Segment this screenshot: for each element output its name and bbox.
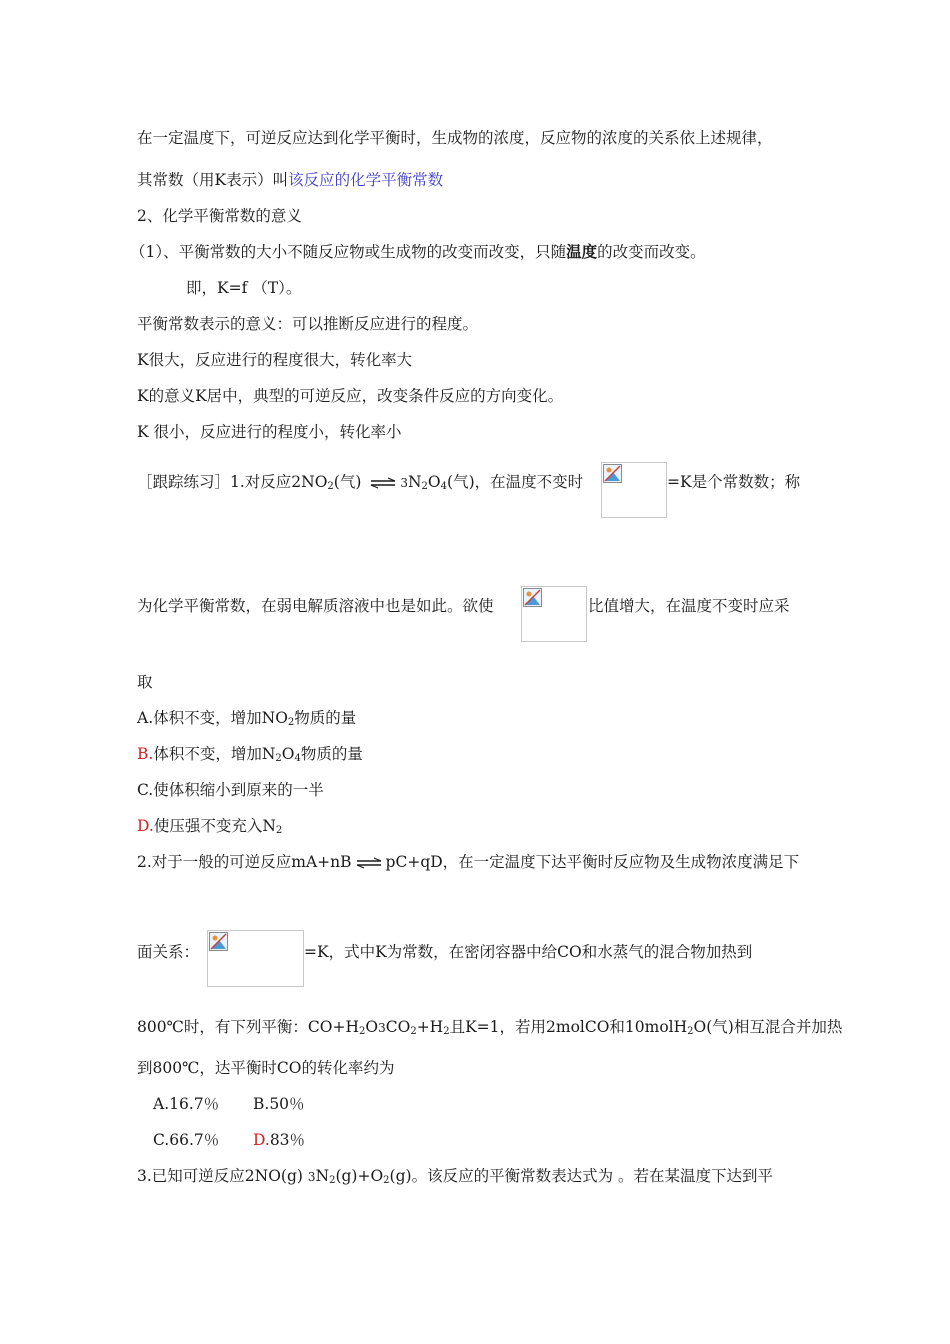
paragraph-line: 面关系：	[137, 943, 200, 961]
paragraph-line: 其常数（用K表示）叫该反应的化学平衡常数	[137, 171, 444, 189]
broken-image	[207, 930, 304, 987]
paragraph-line: （1）、平衡常数的大小不随反应物或生成物的改变而改变，只随温度的改变而改变。	[130, 242, 706, 261]
option-b: B.体积不变，增加$N_2O_4$物质的量	[137, 745, 363, 764]
broken-image-icon	[523, 588, 543, 608]
question-3-line: 3.已知可逆反应2NO(g) $3N_2(g)+O_2(g)$。该反应的平衡常数表达式为 。若在某温度下达到平	[137, 1167, 773, 1186]
paragraph-line: K 很小，反应进行的程度小，转化率小	[137, 423, 402, 441]
paragraph-line: 800℃时，有下列平衡：$CO+H_2O3CO_2+H_2$且K=1，若用2molCO和10molH$_2$O(气)相互混合并加热	[137, 1018, 843, 1037]
broken-image	[601, 462, 667, 518]
paragraph-line: 到800℃，达平衡时CO的转化率约为	[137, 1059, 395, 1077]
option-c: C.使体积缩小到原来的一半	[137, 781, 324, 799]
option-b: B.50％	[253, 1095, 305, 1113]
option-d: D.83％	[253, 1131, 306, 1149]
broken-image-icon	[603, 464, 623, 484]
paragraph-line: K的意义K居中，典型的可逆反应，改变条件反应的方向变化。	[137, 387, 564, 405]
broken-image-icon	[209, 932, 229, 952]
paragraph-line: 平衡常数表示的意义：可以推断反应进行的程度。	[137, 315, 479, 333]
hyperlink-text[interactable]: 该反应的化学平衡常数	[288, 171, 444, 189]
option-c: C.66.7％	[153, 1131, 220, 1149]
broken-image	[521, 586, 587, 642]
paragraph-line: 为化学平衡常数，在弱电解质溶液中也是如此。欲使	[137, 597, 494, 615]
section-heading: 2、化学平衡常数的意义	[137, 207, 302, 225]
option-d: D.使压强不变充入$N_2$	[137, 817, 283, 836]
equilibrium-arrow-icon	[370, 477, 396, 489]
option-a: A.体积不变，增加$NO_2$物质的量	[137, 709, 357, 728]
paragraph-line: =K是个常数数；称	[667, 473, 801, 491]
question-1-line: ［跟踪练习］1.对反应$2NO_2$(气) $3N_2O_4$(气)，在温度不变时	[137, 473, 584, 492]
paragraph-line: 比值增大，在温度不变时应采	[588, 597, 790, 615]
paragraph-line: 在一定温度下，可逆反应达到化学平衡时，生成物的浓度，反应物的浓度的关系依上述规律，	[137, 129, 773, 147]
paragraph-line: 取	[137, 673, 153, 691]
question-2-line: 2.对于一般的可逆反应mA+nB pC+qD，在一定温度下达平衡时反应物及生成物浓度满足下	[137, 853, 800, 871]
equilibrium-arrow-icon	[356, 857, 382, 869]
paragraph-line: 即，K=f （T）。	[186, 279, 302, 297]
option-a: A.16.7％	[153, 1095, 220, 1113]
paragraph-line: K很大，反应进行的程度很大，转化率大	[137, 351, 413, 369]
paragraph-line: =K，式中K为常数，在密闭容器中给CO和水蒸气的混合物加热到	[304, 943, 753, 961]
